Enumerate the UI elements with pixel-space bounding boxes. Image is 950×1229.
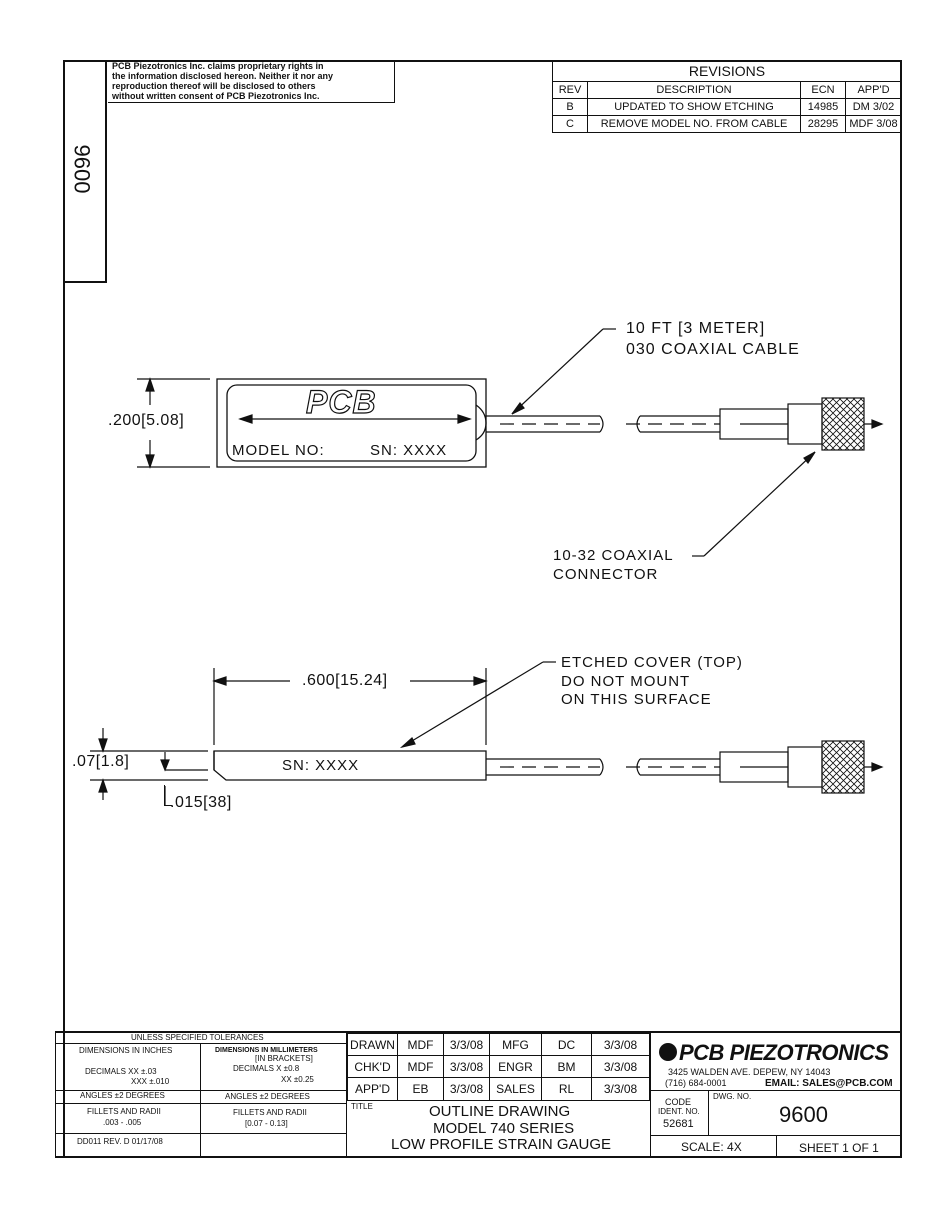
notice-line-1: PCB Piezotronics Inc. claims proprietary rights in: [112, 61, 324, 71]
code-label-line-1: CODE: [665, 1097, 692, 1107]
company-name: PCB PIEZOTRONICS: [679, 1040, 889, 1065]
approval-mfg-date: 3/3/08: [591, 1033, 650, 1056]
rev-c-appd: MDF 3/08: [845, 115, 902, 133]
company-area: [650, 1031, 902, 1158]
tolerance-header-line: [55, 1043, 347, 1044]
tolerances-block: [55, 1031, 347, 1158]
approval-mfg-by: DC: [541, 1033, 592, 1056]
length-dimension-label: .600[15.24]: [302, 672, 388, 689]
drawing-number: 9600: [779, 1102, 828, 1127]
mm-fillets-line-1: FILLETS AND RADII: [233, 1108, 307, 1117]
sheet-value: SHEET 1 OF 1: [799, 1141, 879, 1155]
code-divider: [708, 1090, 709, 1135]
title-line-1: OUTLINE DRAWING: [429, 1103, 571, 1120]
title-label: TITLE: [351, 1102, 373, 1111]
title-line-3: LOW PROFILE STRAIN GAUGE: [391, 1136, 612, 1153]
height-dimension-label: .200[5.08]: [108, 412, 185, 429]
cover-note-line-2: DO NOT MOUNT: [561, 673, 691, 690]
approval-drawn-role: DRAWN: [347, 1033, 398, 1056]
top-cable: [486, 416, 720, 432]
form-revision: DD011 REV. D 01/17/08: [77, 1137, 163, 1146]
approval-appd-role: APP'D: [347, 1077, 398, 1101]
approval-chkd-role: CHK'D: [347, 1055, 398, 1078]
connector-note-line-1: 10-32 COAXIAL: [553, 547, 674, 564]
pcb-etched-logo: PCB: [306, 384, 377, 420]
cover-note-line-3: ON THIS SURFACE: [561, 691, 712, 708]
approval-sales-by: RL: [541, 1077, 592, 1101]
mm-decimals-line-1: DECIMALS X ±0.8: [233, 1064, 300, 1073]
company-address: 3425 WALDEN AVE. DEPEW, NY 14043: [668, 1067, 831, 1077]
title-line-2: MODEL 740 SERIES: [433, 1120, 575, 1137]
ecn-header: ECN: [800, 81, 846, 99]
side-connector: [720, 741, 882, 793]
notice-line-4: without written consent of PCB Piezotronics Inc.: [112, 91, 320, 101]
code-ident-value: 52681: [663, 1118, 694, 1130]
edge-dimension-hook: [164, 785, 172, 806]
mm-fillets-line-2: [0.07 - 0.13]: [245, 1119, 288, 1128]
side-cable: [486, 759, 720, 775]
rev-c-description: REMOVE MODEL NO. FROM CABLE: [587, 115, 801, 133]
approval-engr-date: 3/3/08: [591, 1055, 650, 1078]
tolerance-divider: [200, 1043, 201, 1158]
title-area: [347, 1100, 650, 1158]
cable-note-line-1: 10 FT [3 METER]: [626, 320, 766, 337]
cable-leader: [512, 329, 616, 414]
fillets-line: [55, 1103, 347, 1104]
approval-appd-by: EB: [397, 1077, 444, 1101]
approval-drawn-by: MDF: [397, 1033, 444, 1056]
edge-dimension-label: .015[38]: [170, 794, 232, 811]
approval-chkd-by: MDF: [397, 1055, 444, 1078]
approval-chkd-date: 3/3/08: [443, 1055, 490, 1078]
mm-angles: ANGLES ±2 DEGREES: [225, 1092, 310, 1101]
side-drawing-number: 9600: [69, 144, 95, 194]
rev-b-ecn: 14985: [800, 98, 846, 116]
top-serial-label: SN: XXXX: [370, 442, 448, 459]
scale-divider: [776, 1135, 777, 1156]
rev-header: REV: [552, 81, 588, 99]
approval-engr-by: BM: [541, 1055, 592, 1078]
company-email: EMAIL: SALES@PCB.COM: [765, 1078, 893, 1089]
drawing-number-label: DWG. NO.: [713, 1092, 752, 1101]
mm-header-line-2: [IN BRACKETS]: [255, 1054, 313, 1063]
approval-drawn-date: 3/3/08: [443, 1033, 490, 1056]
rev-b-appd: DM 3/02: [845, 98, 902, 116]
inch-angles: ANGLES ±2 DEGREES: [80, 1091, 165, 1100]
approval-appd-date: 3/3/08: [443, 1077, 490, 1101]
pcb-logo-mark-icon: [659, 1043, 677, 1061]
approvals-grid: [347, 1033, 650, 1101]
inch-decimals-line-2: XXX ±.010: [131, 1077, 170, 1086]
connector-leader: [692, 452, 815, 556]
top-connector: [720, 398, 882, 450]
rev-b-description: UPDATED TO SHOW ETCHING: [587, 98, 801, 116]
inches-header: DIMENSIONS IN INCHES: [79, 1046, 173, 1055]
approval-sales-date: 3/3/08: [591, 1077, 650, 1101]
cover-leader: [402, 662, 556, 747]
code-label-line-2: IDENT. NO.: [658, 1107, 700, 1116]
mm-decimals-line-2: XX ±0.25: [281, 1075, 314, 1084]
tolerance-form-line: [55, 1133, 347, 1134]
inch-fillets-line-2: .003 - .005: [103, 1118, 142, 1127]
code-row-top-line: [651, 1090, 901, 1091]
mm-header-line-1: DIMENSIONS IN MILLIMETERS: [215, 1047, 318, 1054]
cover-note-line-1: ETCHED COVER (TOP): [561, 654, 743, 671]
thickness-dimension-label: .07[1.8]: [72, 753, 130, 770]
inch-fillets-line-1: FILLETS AND RADII: [87, 1107, 161, 1116]
revisions-title: REVISIONS: [552, 60, 902, 82]
inch-decimals-line-1: DECIMALS XX ±.03: [85, 1067, 157, 1076]
description-header: DESCRIPTION: [587, 81, 801, 99]
model-number-label: MODEL NO:: [232, 442, 325, 459]
approval-sales-role: SALES: [489, 1077, 542, 1101]
appd-header: APP'D: [845, 81, 902, 99]
cable-note-line-2: 030 COAXIAL CABLE: [626, 341, 800, 358]
approval-engr-role: ENGR: [489, 1055, 542, 1078]
company-phone: (716) 684-0001: [665, 1078, 727, 1088]
approval-mfg-role: MFG: [489, 1033, 542, 1056]
scale-value: SCALE: 4X: [681, 1140, 742, 1154]
tolerance-header: UNLESS SPECIFIED TOLERANCES: [131, 1033, 264, 1042]
rev-c: C: [552, 115, 588, 133]
side-serial-label: SN: XXXX: [282, 757, 360, 774]
rev-b: B: [552, 98, 588, 116]
notice-line-2: the information disclosed hereon. Neither it nor any: [112, 71, 334, 81]
connector-note-line-2: CONNECTOR: [553, 566, 659, 583]
rev-c-ecn: 28295: [800, 115, 846, 133]
notice-line-3: reproduction thereof will be disclosed to others: [112, 81, 316, 91]
